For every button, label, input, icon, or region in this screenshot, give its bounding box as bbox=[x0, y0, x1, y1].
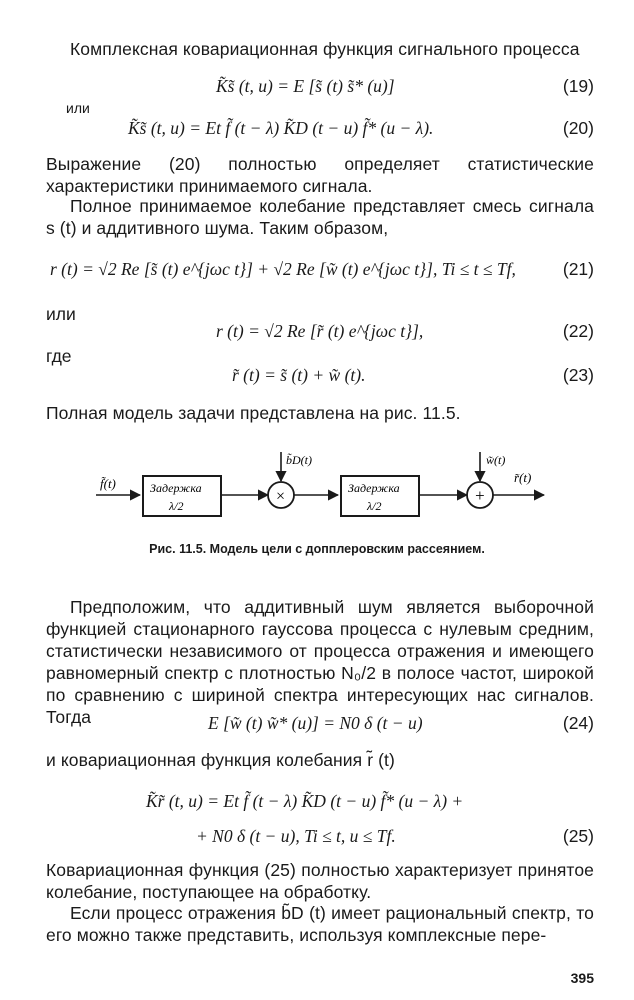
doppler-process-label: b͂D(t) bbox=[286, 453, 312, 467]
equation-25-line-1: K͂r͂ (t, u) = Et f͂ (t − λ) K͂D (t − u) f͂* (u − λ) + bbox=[146, 791, 464, 811]
paragraph-1: Комплексная ковариационная функция сигнального процесса bbox=[70, 39, 580, 59]
equation-25-line-2: + N0 δ (t − u), Ti ≤ t, u ≤ Tf. bbox=[196, 826, 396, 846]
equation-21: r (t) = √2 Re [s͂ (t) e^{jωc t}] + √2 Re [w͂ (t) e^{jωc t}], Ti ≤ t ≤ Tf, bbox=[50, 259, 516, 279]
equation-24-number: (24) bbox=[562, 713, 594, 733]
paragraph-7: Ковариационная функция (25) полностью характеризует принятое колебание, поступающее на обработку. bbox=[46, 860, 594, 902]
equation-20: K͂s͂ (t, u) = Et f͂ (t − λ) K͂D (t − u) f͂* (u − λ). bbox=[128, 118, 434, 138]
equation-24: E [w͂ (t) w͂* (u)] = N0 δ (t − u) bbox=[208, 713, 423, 733]
multiplier-symbol: × bbox=[275, 488, 286, 505]
paragraph-6: и ковариационная функция колебания r͂ (t) bbox=[46, 750, 395, 770]
equation-21-number: (21) bbox=[562, 259, 594, 279]
paragraph-8: Если процесс отражения b͂D (t) имеет рациональный спектр, то его можно также представить, используя комплексные пере- bbox=[46, 903, 594, 945]
text-ili-1: или bbox=[66, 100, 90, 116]
equation-20-number: (20) bbox=[562, 118, 594, 138]
equation-22-number: (22) bbox=[562, 321, 594, 341]
noise-label: w͂(t) bbox=[486, 453, 506, 467]
output-signal-label: r͂(t) bbox=[514, 470, 532, 485]
equation-19: K͂s͂ (t, u) = E [s͂ (t) s͂* (u)] bbox=[216, 76, 395, 96]
paragraph-2: Выражение (20) полностью определяет статистические характеристики принимаемого сигнала. bbox=[46, 154, 594, 196]
text-ili-2: или bbox=[46, 304, 76, 324]
paragraph-5: Предположим, что аддитивный шум является выборочной функцией стационарного гауссова процесса с нулевым средним, статистически независимого от процесса отражения и имеющего равномерный спектр с плотностью N₀/2 в полосе частот, широкой по сравнению с шириной спектра интересующих нас сигналов. Тогда bbox=[46, 597, 594, 727]
equation-25-number: (25) bbox=[562, 826, 594, 846]
figure-caption: Рис. 11.5. Модель цели с допплеровским рассеянием. bbox=[149, 542, 485, 556]
delay-block-1-label: Задержка bbox=[150, 481, 202, 495]
page-number: 395 bbox=[570, 970, 594, 986]
paragraph-3: Полное принимаемое колебание представляет смесь сигнала s (t) и аддитивного шума. Таким образом, bbox=[46, 196, 594, 238]
paragraph-4: Полная модель задачи представлена на рис. 11.5. bbox=[46, 403, 461, 423]
adder-symbol: + bbox=[474, 486, 486, 505]
equation-22: r (t) = √2 Re [r͂ (t) e^{jωc t}], bbox=[216, 321, 424, 341]
equation-19-number: (19) bbox=[562, 76, 594, 96]
delay-block-1-value: λ/2 bbox=[169, 499, 184, 513]
figure-11-5-diagram bbox=[0, 448, 634, 538]
equation-23-number: (23) bbox=[562, 365, 594, 385]
equation-23: r͂ (t) = s͂ (t) + w͂ (t). bbox=[232, 365, 366, 385]
delay-block-2-label: Задержка bbox=[348, 481, 400, 495]
delay-block-2-value: λ/2 bbox=[367, 499, 382, 513]
input-signal-label: f͂(t) bbox=[100, 476, 116, 491]
text-gde: где bbox=[46, 346, 72, 366]
